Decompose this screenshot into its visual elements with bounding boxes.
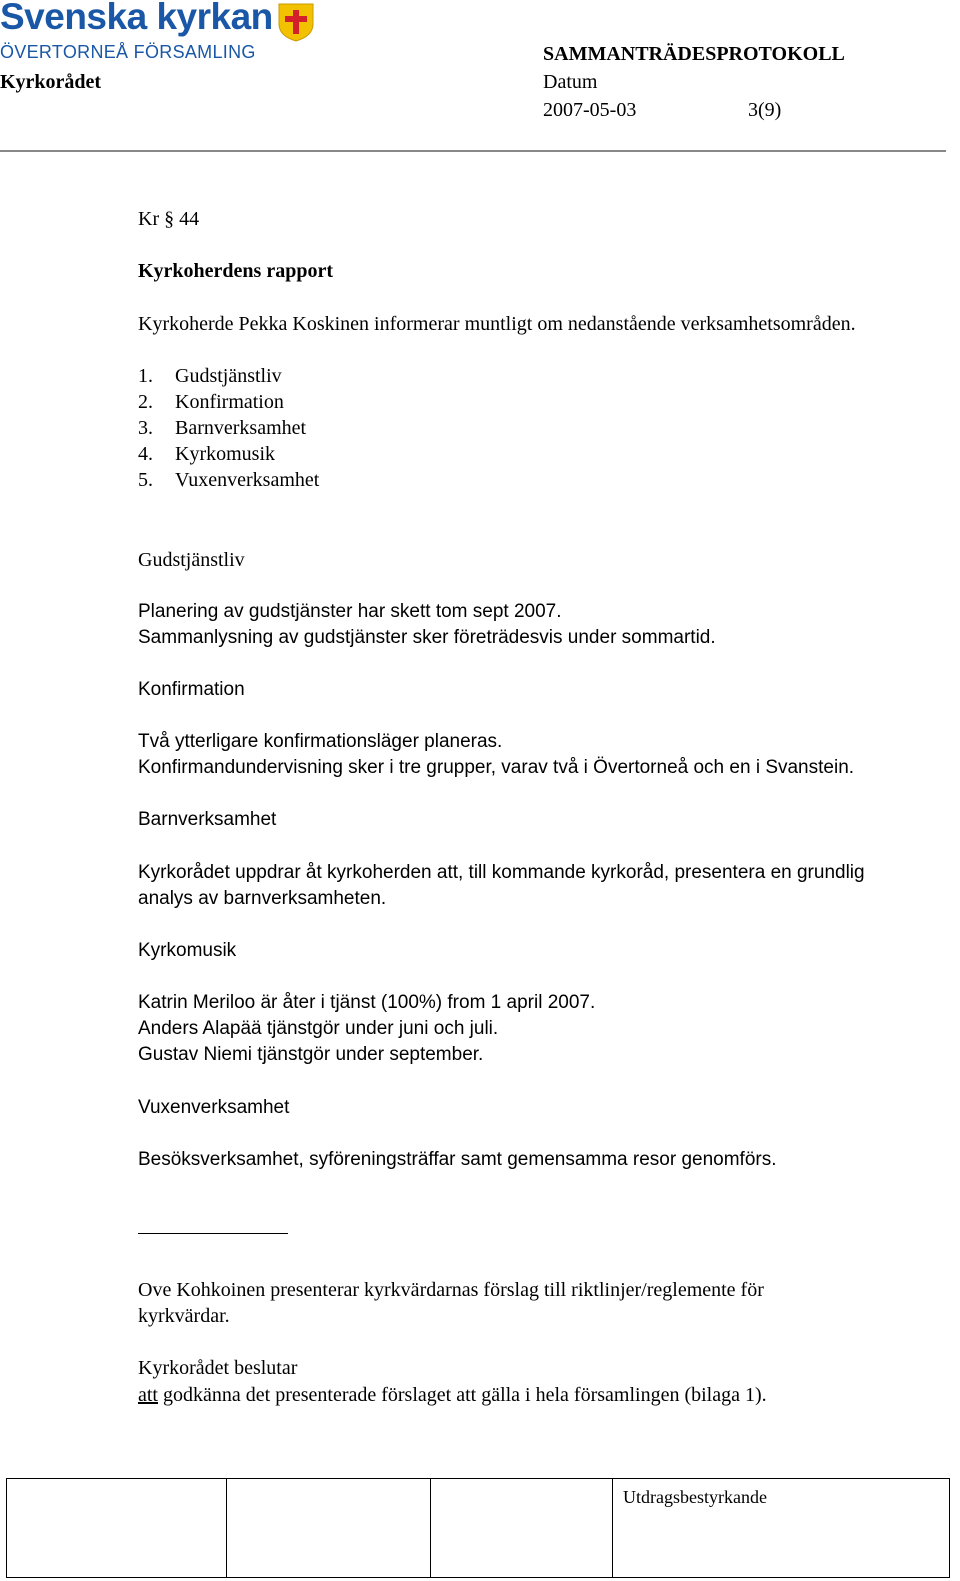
- decision-label: Kyrkorådet beslutar: [138, 1357, 298, 1379]
- heading-barnverksamhet: Barnverksamhet: [138, 809, 277, 830]
- header-divider: [0, 150, 946, 152]
- body-name: Kyrkorådet: [0, 71, 102, 93]
- presentation-line-2: kyrkvärdar.: [138, 1305, 230, 1327]
- decision-body: godkänna det presenterade förslaget att gälla i hela församlingen (bilaga 1).: [163, 1384, 767, 1406]
- list-item: 2. Konfirmation: [138, 391, 284, 413]
- presentation-line-1: Ove Kohkoinen presenterar kyrkvärdarnas förslag till riktlinjer/reglemente för: [138, 1279, 764, 1301]
- gudstjanstliv-line-1: Planering av gudstjänster har skett tom sept 2007.: [138, 601, 562, 622]
- heading-gudstjanstliv: Gudstjänstliv: [138, 549, 245, 571]
- heading-kyrkomusik: Kyrkomusik: [138, 940, 237, 961]
- list-item: 4. Kyrkomusik: [138, 443, 275, 465]
- signature-cell: [227, 1479, 431, 1578]
- topic-list: [138, 363, 319, 493]
- kyrkomusik-line-3: Gustav Niemi tjänstgör under september.: [138, 1044, 484, 1065]
- kyrkomusik-line-2: Anders Alapää tjänstgör under juni och juli.: [138, 1018, 499, 1039]
- decision-att: att: [138, 1384, 158, 1406]
- konfirmation-line-2: Konfirmandundervisning sker i tre grupper, varav två i Övertorneå och en i Svanstein.: [138, 757, 855, 778]
- barnverksamhet-line-2: analys av barnverksamheten.: [138, 888, 387, 909]
- vuxenverksamhet-line-1: Besöksverksamhet, syföreningsträffar samt gemensamma resor genomförs.: [138, 1149, 777, 1170]
- section-number: Kr § 44: [138, 208, 200, 230]
- barnverksamhet-line-1: Kyrkorådet uppdrar åt kyrkoherden att, till kommande kyrkoråd, presentera en grundlig: [138, 862, 865, 883]
- heading-konfirmation: Konfirmation: [138, 679, 245, 700]
- separator-line: [138, 1233, 288, 1234]
- certification-cell: [613, 1479, 950, 1578]
- kyrkomusik-line-1: Katrin Meriloo är åter i tjänst (100%) from 1 april 2007.: [138, 992, 596, 1013]
- list-item: 1. Gudstjänstliv: [138, 365, 282, 387]
- logo-title: Svenska kyrkan: [0, 0, 273, 37]
- konfirmation-line-1: Två ytterligare konfirmationsläger planeras.: [138, 731, 503, 752]
- page-number: 3(9): [748, 99, 782, 121]
- list-item: 3. Barnverksamhet: [138, 417, 307, 439]
- date-value: 2007-05-03: [543, 99, 637, 121]
- heading-vuxenverksamhet: Vuxenverksamhet: [138, 1097, 290, 1118]
- signature-cell: [7, 1479, 227, 1578]
- church-crest-icon: [277, 2, 315, 47]
- document-type: SAMMANTRÄDESPROTOKOLL: [543, 43, 845, 65]
- signature-cell: [431, 1479, 613, 1578]
- list-item: 5. Vuxenverksamhet: [138, 469, 320, 491]
- section-intro: Kyrkoherde Pekka Koskinen informerar muntligt om nedanstående verksamhetsområden.: [138, 313, 856, 335]
- footer-signature-table: [6, 1478, 950, 1578]
- gudstjanstliv-line-2: Sammanlysning av gudstjänster sker företrädesvis under sommartid.: [138, 627, 716, 648]
- date-label: Datum: [543, 71, 598, 93]
- certification-label: Utdragsbestyrkande: [623, 1487, 767, 1507]
- logo-subtitle: ÖVERTORNEÅ FÖRSAMLING: [0, 42, 256, 62]
- decision-text: [138, 1384, 767, 1407]
- section-title: Kyrkoherdens rapport: [138, 260, 333, 282]
